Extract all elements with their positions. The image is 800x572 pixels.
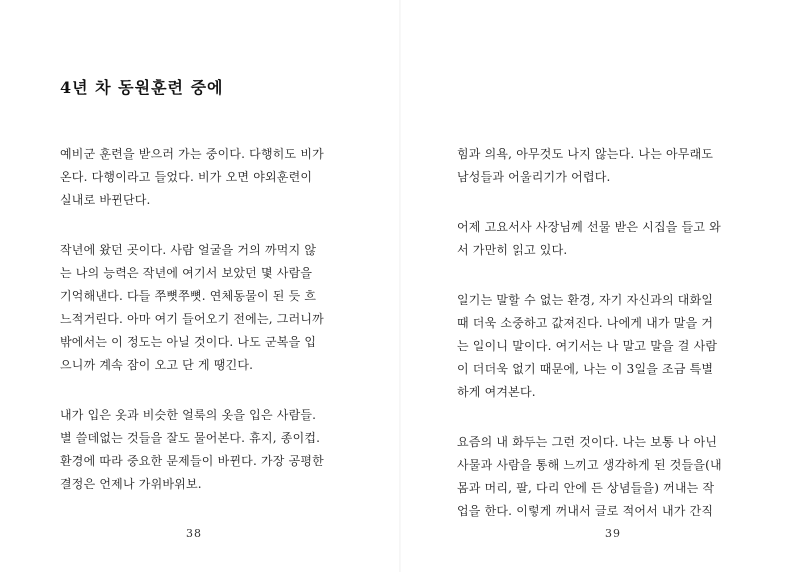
text-line: 하게 여겨본다. [457,385,536,399]
text-line: 환경에 따라 중요한 문제들이 바뀐다. 가장 공평한 [60,454,324,468]
text-line: 별 쓸데없는 것들을 잘도 물어본다. 휴지, 종이컵. [60,431,321,445]
text-line: 때 더욱 소중하고 값져진다. 나에게 내가 말을 거 [457,316,714,330]
chapter-title: 4년 차 동원훈련 중에 [60,78,224,97]
text-line: 으니까 계속 잠이 오고 단 게 땡긴다. [60,358,254,372]
paragraph [457,289,757,404]
text-line: 힘과 의욕, 아무것도 나지 않는다. 나는 아무래도 [457,147,714,161]
text-line: 온다. 다행이라고 들었다. 비가 오면 야외훈련이 [60,170,313,184]
paragraph [60,143,360,212]
page-number: 38 [186,527,202,540]
text-line: 어제 고요서사 사장님께 선물 받은 시집을 들고 와 [457,220,721,234]
text-line: 는 일이니 말이다. 여기서는 나 말고 말을 걸 사람 [457,339,718,353]
paragraph [60,239,360,377]
text-line: 사물과 사람을 통해 느끼고 생각하게 된 것들을(내 [457,458,722,472]
text-line: 몸과 머리, 팔, 다리 안에 든 상념들을) 꺼내는 작 [457,481,715,495]
text-line: 결정은 언제나 가위바위보. [60,477,202,491]
text-line: 밖에서는 이 정도는 아닐 것이다. 나도 군복을 입 [60,335,317,349]
text-line: 서 가만히 읽고 있다. [457,243,568,257]
text-line: 내가 입은 옷과 비슷한 얼룩의 옷을 입은 사람들. [60,408,317,422]
text-line: 예비군 훈련을 받으러 가는 중이다. 다행히도 비가 [60,147,324,161]
text-line: 기억해낸다. 다들 쭈뼛쭈뼛. 연체동물이 된 듯 흐 [60,289,317,303]
text-line: 는 나의 능력은 작년에 여기서 보았던 몇 사람을 [60,266,313,280]
text-line: 느적거린다. 아마 여기 들어오기 전에는, 그러니까 [60,312,324,326]
paragraph [60,404,360,496]
text-line: 남성들과 어울리기가 어렵다. [457,170,611,184]
text-line: 실내로 바뀐단다. [60,193,151,207]
paragraph [457,431,757,523]
paragraph [457,216,757,262]
text-line: 일기는 말할 수 없는 환경, 자기 자신과의 대화일 [457,293,714,307]
text-line: 요즘의 내 화두는 그런 것이다. 나는 보통 나 아닌 [457,435,718,449]
text-line: 작년에 왔던 곳이다. 사람 얼굴을 거의 까먹지 않 [60,243,317,257]
right-page-body [457,143,757,550]
text-line: 이 더더욱 없기 때문에, 나는 이 3일을 조금 특별 [457,362,714,376]
paragraph [457,143,757,189]
left-page-body [60,143,360,523]
right-page [400,0,800,572]
page-number: 39 [605,527,621,540]
text-line: 업을 한다. 이렇게 꺼내서 글로 적어서 내가 간직 [457,504,714,518]
